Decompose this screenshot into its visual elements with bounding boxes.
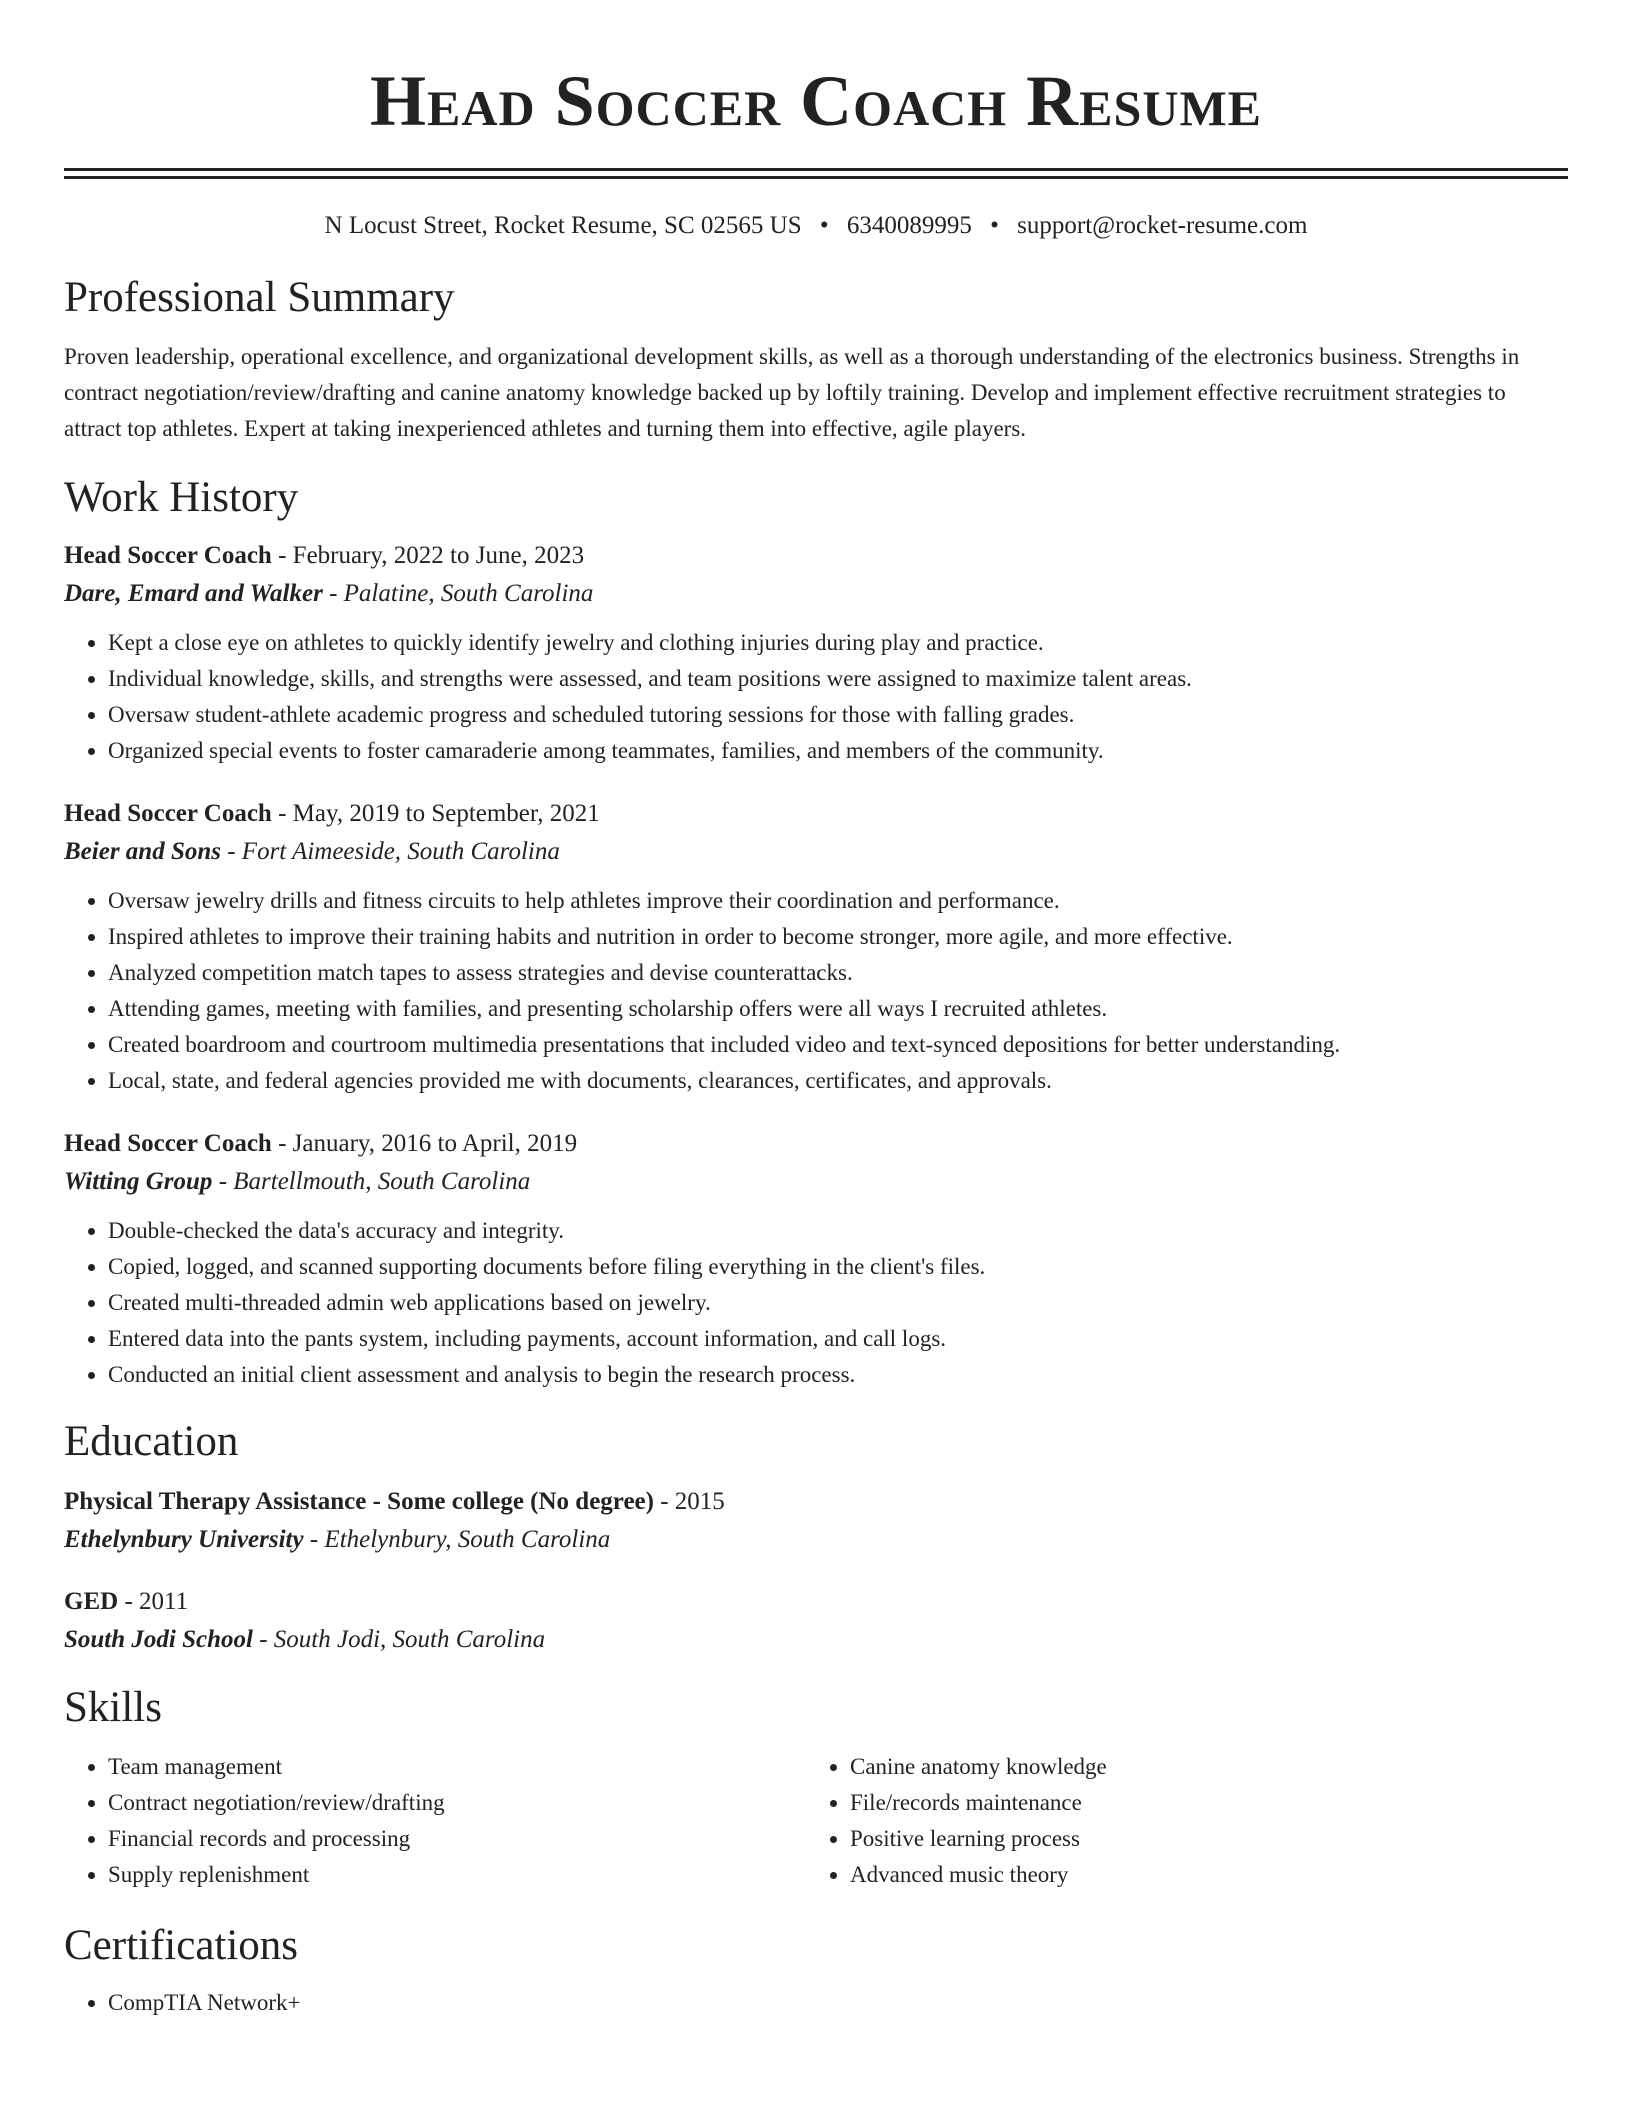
job-entry (64, 1125, 1568, 1393)
job-location: - Fort Aimeeside, South Carolina (220, 838, 560, 865)
section-heading-certifications: Certifications (64, 1922, 299, 1969)
job-title: Head Soccer Coach (64, 800, 272, 827)
job-bullet: • Oversaw student-athlete academic progress and scheduled tutoring sessions for those with falling grades. (108, 697, 1568, 733)
job-bullet: • Analyzed competition match tapes to assess strategies and devise counterattacks. (108, 955, 1568, 991)
job-title-line (64, 537, 1568, 575)
education-degree-line (64, 1483, 1568, 1521)
job-bullet: • Attending games, meeting with families, and presenting scholarship offers were all ways I recruited athletes. (108, 991, 1568, 1027)
education-degree: GED (64, 1588, 119, 1615)
education-entry (64, 1583, 1568, 1659)
job-bullet: • Organized special events to foster camaraderie among teammates, families, and members of the community. (108, 733, 1568, 769)
summary-text: Proven leadership, operational excellence, and organizational development skills, as well as a thorough understanding of the electronics business. Strengths in contract negotiation/review/drafting and canine anatomy knowledge backed up by loftily training. Develop and implement effective recruitment strategies to attract top athletes. Expert at taking inexperienced athletes and turning them into effective, agile players. (64, 344, 1520, 441)
job-company: Witting Group (64, 1168, 213, 1195)
skill-item: • Contract negotiation/review/drafting (108, 1785, 806, 1821)
education-degree: Physical Therapy Assistance - Some college (No degree) (64, 1488, 654, 1515)
contact-separator: • (990, 212, 999, 239)
education-school: South Jodi School (64, 1626, 253, 1653)
section-heading-work-history: Work History (64, 474, 299, 521)
job-entry (64, 795, 1568, 1099)
job-location: - Palatine, South Carolina (322, 580, 594, 607)
job-company: Beier and Sons (64, 838, 221, 865)
job-location: - Bartellmouth, South Carolina (212, 1168, 531, 1195)
skills-list-left (64, 1749, 806, 1893)
contact-separator: • (819, 212, 829, 239)
skill-item: • Team management (108, 1749, 806, 1785)
education-year: - 2011 (118, 1588, 189, 1615)
certification-item: • CompTIA Network+ (108, 1985, 1568, 2021)
job-bullet: • Local, state, and federal agencies provided me with documents, clearances, certificates, and approvals. (108, 1063, 1568, 1099)
job-bullet: • Kept a close eye on athletes to quickly identify jewelry and clothing injuries during play and practice. (108, 625, 1568, 661)
skills-columns (64, 1749, 1568, 1893)
job-dates: - February, 2022 to June, 2023 (271, 542, 585, 569)
education-school-line (64, 1521, 1568, 1559)
job-bullet: • Double-checked the data's accuracy and integrity. (108, 1213, 1568, 1249)
section-heading-summary: Professional Summary (64, 274, 455, 321)
job-bullet: • Created multi-threaded admin web applications based on jewelry. (108, 1285, 1568, 1321)
skill-item: • Positive learning process (850, 1821, 1548, 1857)
job-company-line (64, 833, 1568, 871)
contact-address: N Locust Street, Rocket Resume, SC 02565 US (324, 212, 802, 239)
job-bullet: • Entered data into the pants system, including payments, account information, and call logs. (108, 1321, 1568, 1357)
job-company: Dare, Emard and Walker (64, 580, 323, 607)
education-degree-line (64, 1583, 1568, 1621)
contact-phone: 6340089995 (846, 212, 972, 239)
job-title: Head Soccer Coach (64, 542, 272, 569)
section-heading-skills: Skills (64, 1684, 162, 1731)
job-entry (64, 537, 1568, 769)
resume-title: Head Soccer Coach Resume (370, 61, 1262, 141)
skill-item: • Advanced music theory (850, 1857, 1548, 1893)
education-location: - South Jodi, South Carolina (252, 1626, 546, 1653)
job-bullets (64, 1213, 1568, 1393)
job-bullet: • Oversaw jewelry drills and fitness circuits to help athletes improve their coordination and performance. (108, 883, 1568, 919)
job-bullet: • Individual knowledge, skills, and strengths were assessed, and team positions were assigned to maximize talent areas. (108, 661, 1568, 697)
education-entry (64, 1483, 1568, 1559)
education-school: Ethelynbury University (64, 1526, 304, 1553)
contact-line (64, 209, 1568, 243)
job-bullets (64, 883, 1568, 1099)
job-company-line (64, 575, 1568, 613)
job-company-line (64, 1163, 1568, 1201)
title-double-rule (64, 168, 1568, 179)
job-bullet: • Created boardroom and courtroom multimedia presentations that included video and text-synced depositions for better understanding. (108, 1027, 1568, 1063)
job-dates: - May, 2019 to September, 2021 (271, 800, 600, 827)
skill-item: • Supply replenishment (108, 1857, 806, 1893)
education-location: - Ethelynbury, South Carolina (303, 1526, 611, 1553)
skill-item: • Financial records and processing (108, 1821, 806, 1857)
job-bullets (64, 625, 1568, 769)
section-heading-education: Education (64, 1418, 239, 1465)
contact-email: support@rocket-resume.com (1017, 212, 1308, 239)
certifications-list (64, 1985, 1568, 2021)
job-bullet: • Copied, logged, and scanned supporting documents before filing everything in the client's files. (108, 1249, 1568, 1285)
job-bullet: • Conducted an initial client assessment and analysis to begin the research process. (108, 1357, 1568, 1393)
job-title: Head Soccer Coach (64, 1130, 272, 1157)
job-dates: - January, 2016 to April, 2019 (271, 1130, 578, 1157)
skills-list-right (806, 1749, 1548, 1893)
education-school-line (64, 1621, 1568, 1659)
skill-item: • File/records maintenance (850, 1785, 1548, 1821)
job-title-line (64, 1125, 1568, 1163)
skill-item: • Canine anatomy knowledge (850, 1749, 1548, 1785)
job-bullet: • Inspired athletes to improve their training habits and nutrition in order to become stronger, more agile, and more effective. (108, 919, 1568, 955)
education-year: - 2015 (653, 1488, 725, 1515)
job-title-line (64, 795, 1568, 833)
